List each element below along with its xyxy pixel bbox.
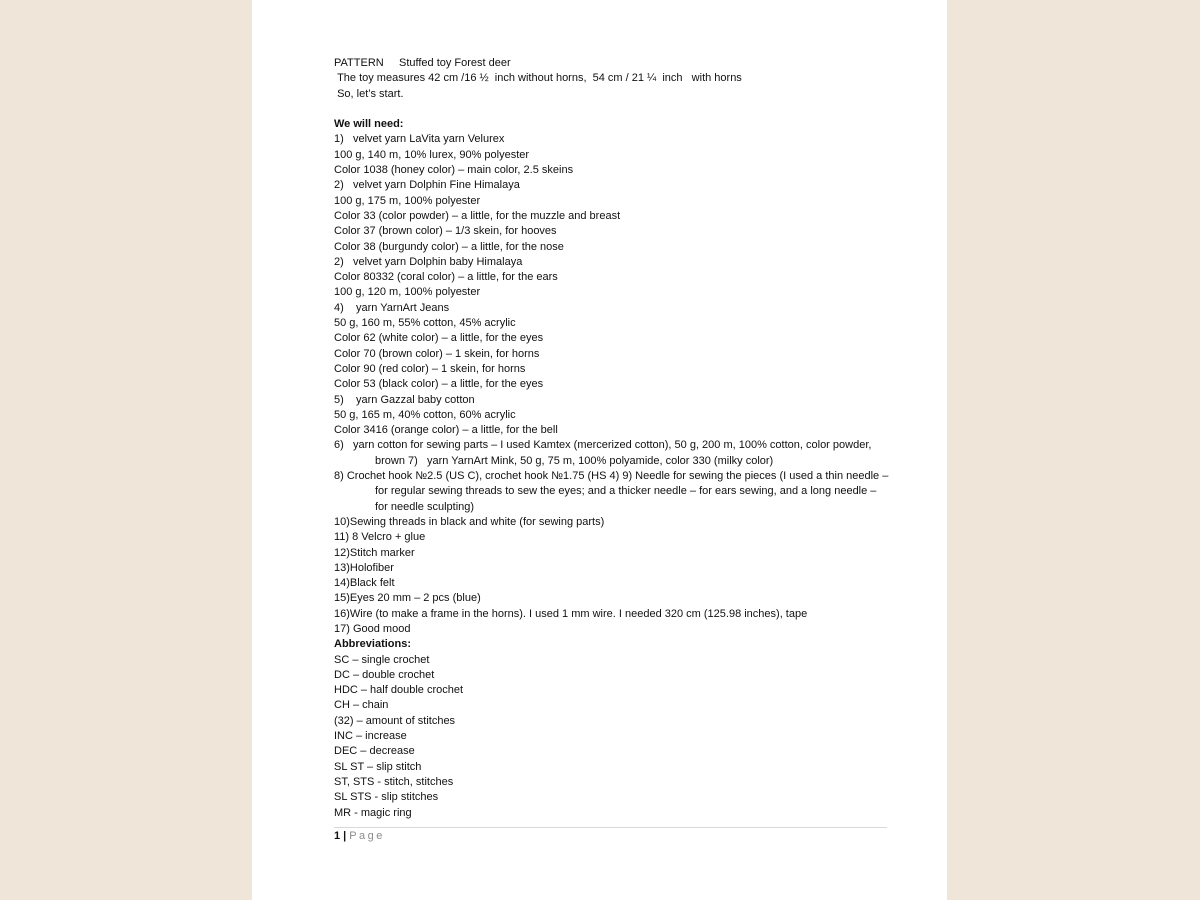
material-line: Color 38 (burgundy color) – a little, for the nose [334, 240, 564, 253]
material-line: Color 53 (black color) – a little, for the eyes [334, 378, 544, 391]
material-line: Color 3416 (orange color) – a little, for the bell [334, 424, 558, 437]
material-line: Color 80332 (coral color) – a little, for the ears [334, 271, 558, 284]
material-line: Color 90 (red color) – 1 skein, for horns [334, 362, 526, 375]
material-line: Color 37 (brown color) – 1/3 skein, for hooves [334, 225, 557, 238]
material-line: Color 1038 (honey color) – main color, 2.5 skeins [334, 164, 574, 177]
abbreviation-line: HDC – half double crochet [334, 684, 464, 697]
material-line: 100 g, 120 m, 100% polyester [334, 286, 481, 299]
abbreviation-line: CH – chain [334, 699, 389, 712]
material-line: 50 g, 160 m, 55% cotton, 45% acrylic [334, 317, 516, 330]
material-line: Color 33 (color powder) – a little, for the muzzle and breast [334, 209, 621, 222]
material-line: 1) velvet yarn LaVita yarn Velurex [334, 133, 505, 146]
material-line: Color 70 (brown color) – 1 skein, for horns [334, 347, 540, 360]
title-line: PATTERN Stuffed toy Forest deer [334, 57, 511, 69]
document-page [252, 0, 947, 900]
abbreviation-line: (32) – amount of stitches [334, 714, 456, 727]
material-line: 12)Stitch marker [334, 546, 415, 559]
material-line: 2) velvet yarn Dolphin Fine Himalaya [334, 179, 520, 192]
intro-line: So, let’s start. [334, 87, 404, 100]
abbreviation-line: SL STS - slip stitches [334, 791, 439, 804]
material-line: 11) 8 Velcro + glue [334, 531, 426, 544]
material-line: 2) velvet yarn Dolphin baby Himalaya [334, 255, 523, 268]
page-number: 1 [334, 830, 341, 842]
material-line: 5) yarn Gazzal baby cotton [334, 393, 475, 406]
materials-heading: We will need: [334, 118, 404, 131]
footer-divider [334, 827, 887, 828]
abbreviation-line: DEC – decrease [334, 745, 415, 758]
material-line: 100 g, 175 m, 100% polyester [334, 194, 481, 207]
abbreviation-line: ST, STS - stitch, stitches [334, 775, 454, 788]
page-label: Page [349, 830, 385, 842]
material-line: Color 62 (white color) – a little, for the eyes [334, 332, 544, 345]
material-line: 10)Sewing threads in black and white (for sewing parts) [334, 515, 605, 528]
size-line: The toy measures 42 cm /16 ½ inch without horns, 54 cm / 21 ¼ inch with horns [334, 72, 742, 85]
material-line: 17) Good mood [334, 622, 411, 635]
material-item-wrapped: 6) yarn cotton for sewing parts – I used Kamtex (mercerized cotton), 50 g, 200 m, 100% cotton, color powder, brown 7) yarn YarnArt Mink, 50 g, 75 m, 100% polyamide, color 330 (milky color) [334, 439, 875, 467]
page-content [334, 56, 890, 821]
material-line: 100 g, 140 m, 10% lurex, 90% polyester [334, 148, 530, 161]
abbreviations-heading: Abbreviations: [334, 638, 412, 651]
abbreviation-line: DC – double crochet [334, 668, 435, 681]
abbreviation-line: SL ST – slip stitch [334, 760, 422, 773]
material-line: 50 g, 165 m, 40% cotton, 60% acrylic [334, 408, 516, 421]
material-item-wrapped: 8) Crochet hook №2.5 (US C), crochet hook №1.75 (HS 4) 9) Needle for sewing the pieces (I used a thin needle – for regular sewing threads to sew the eyes; and a thicker needle – for ears sewing, and a long needle – for needle sculpting) [334, 470, 892, 513]
material-line: 16)Wire (to make a frame in the horns). I used 1 mm wire. I needed 320 cm (125.98 inches), tape [334, 607, 808, 620]
material-line: 14)Black felt [334, 577, 395, 590]
abbreviation-line: MR - magic ring [334, 806, 412, 819]
footer-separator: | [343, 830, 347, 842]
material-line: 13)Holofiber [334, 561, 394, 574]
abbreviation-line: INC – increase [334, 730, 407, 743]
page-footer [334, 829, 385, 844]
material-line: 15)Eyes 20 mm – 2 pcs (blue) [334, 592, 481, 605]
blank-line [334, 102, 890, 117]
material-line: 4) yarn YarnArt Jeans [334, 301, 450, 314]
abbreviation-line: SC – single crochet [334, 653, 430, 666]
